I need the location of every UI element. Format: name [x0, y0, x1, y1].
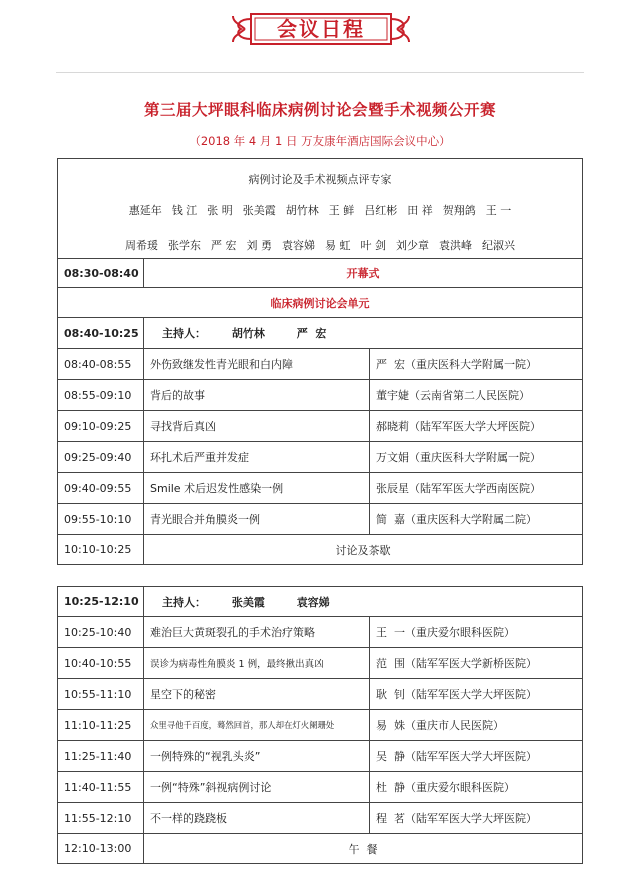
expert-name: 张 明: [207, 204, 233, 217]
expert-name: 王 一: [485, 204, 512, 217]
divider: [56, 72, 584, 73]
experts-row: [58, 159, 583, 259]
time-cell: 09:55-10:10: [58, 504, 144, 535]
speaker-cell: 董宇婕（云南省第二人民医院）: [370, 380, 583, 411]
time-cell: 10:40-10:55: [58, 648, 144, 679]
session-host: [144, 318, 583, 349]
topic-cell: Smile 术后迟发性感染一例: [144, 473, 370, 504]
topic-cell: 背后的故事: [144, 380, 370, 411]
time-cell: 08:55-09:10: [58, 380, 144, 411]
expert-name: 刘 勇: [246, 239, 272, 252]
table-row: [58, 349, 583, 380]
expert-name: 严 宏: [211, 239, 237, 252]
expert-name: 惠延年: [128, 204, 162, 217]
speaker-cell: 万文娟（重庆医科大学附属一院）: [370, 442, 583, 473]
topic-cell: 环扎术后严重并发症: [144, 442, 370, 473]
expert-name: 钱 江: [171, 204, 198, 217]
break-label: 讨论及茶歇: [144, 535, 583, 565]
table-row: [58, 504, 583, 535]
table-row: [58, 679, 583, 710]
expert-name: 贺翔鸽: [442, 204, 476, 217]
unit-title-row: [58, 288, 583, 318]
time-cell: 09:10-09:25: [58, 411, 144, 442]
lunch-label: 午 餐: [144, 834, 583, 864]
time-cell: 10:25-10:40: [58, 617, 144, 648]
host-label: 主持人：: [162, 327, 206, 340]
expert-name: 袁容娣: [282, 239, 315, 252]
expert-name: 吕红彬: [364, 204, 398, 217]
speaker-cell: 吴 静（陆军军医大学大坪医院）: [370, 741, 583, 772]
experts-panel: [58, 159, 583, 259]
time-cell: 11:40-11:55: [58, 772, 144, 803]
session-header-row: [58, 587, 583, 617]
speaker-cell: 范 围（陆军军医大学新桥医院）: [370, 648, 583, 679]
time-cell: 11:10-11:25: [58, 710, 144, 741]
topic-cell: 众里寻他千百度，蓦然回首，那人却在灯火阑珊处: [144, 710, 370, 741]
host-name: 严 宏: [296, 327, 327, 340]
topic-cell: 青光眼合并角膜炎一例: [144, 504, 370, 535]
time-cell: 11:25-11:40: [58, 741, 144, 772]
topic-cell: 星空下的秘密: [144, 679, 370, 710]
expert-name: 袁洪峰: [439, 239, 472, 252]
table-row: [58, 648, 583, 679]
page-subtitle: （2018 年 4 月 1 日 万友康年酒店国际会议中心）: [189, 134, 451, 148]
table-row: [58, 710, 583, 741]
speaker-cell: 程 茗（陆军军医大学大坪医院）: [370, 803, 583, 834]
table-row: [58, 380, 583, 411]
expert-name: 周希瑗: [125, 239, 158, 252]
expert-name: 张美霞: [242, 204, 276, 217]
opening-label: 开幕式: [144, 259, 583, 288]
banner-title: 会议日程: [277, 17, 365, 41]
session-time: 10:25-12:10: [58, 587, 144, 617]
speaker-cell: 张辰星（陆军军医大学西南医院）: [370, 473, 583, 504]
time-cell: 11:55-12:10: [58, 803, 144, 834]
time-cell: 09:40-09:55: [58, 473, 144, 504]
unit-title: 临床病例讨论会单元: [58, 288, 583, 318]
expert-name: 刘少章: [396, 239, 429, 252]
table-row: [58, 803, 583, 834]
header-banner: [231, 6, 411, 52]
lunch-row: [58, 834, 583, 864]
topic-cell: 寻找背后真凶: [144, 411, 370, 442]
speaker-cell: 耿 钊（陆军军医大学大坪医院）: [370, 679, 583, 710]
time-cell: 08:30-08:40: [58, 259, 144, 288]
table-row: [58, 442, 583, 473]
expert-list-row-2: [58, 237, 582, 253]
break-row: [58, 535, 583, 565]
expert-name: 易 虹: [325, 239, 351, 252]
schedule-table-morning-1: [57, 158, 583, 565]
session-host: [144, 587, 583, 617]
expert-list-row-1: [58, 202, 582, 218]
host-name: 张美霞: [231, 595, 265, 609]
speaker-cell: 简 嘉（重庆医科大学附属二院）: [370, 504, 583, 535]
host-name: 胡竹林: [231, 327, 265, 340]
topic-cell: 外伤致继发性青光眼和白内障: [144, 349, 370, 380]
time-cell: 10:55-11:10: [58, 679, 144, 710]
topic-cell: 一例特殊的“视乳头炎”: [144, 741, 370, 772]
expert-name: 纪淑兴: [482, 239, 515, 252]
expert-name: 王 鲜: [328, 204, 355, 217]
session-header-row: [58, 318, 583, 349]
table-row: [58, 772, 583, 803]
speaker-cell: 王 一（重庆爱尔眼科医院）: [370, 617, 583, 648]
schedule-table-morning-2: [57, 586, 583, 864]
experts-heading: 病例讨论及手术视频点评专家: [248, 173, 392, 186]
expert-name: 胡竹林: [285, 204, 319, 217]
topic-cell: 一例“特殊”斜视病例讨论: [144, 772, 370, 803]
expert-name: 张学东: [168, 239, 201, 252]
opening-row: [58, 259, 583, 288]
page-title: 第三届大坪眼科临床病例讨论会暨手术视频公开赛: [143, 101, 496, 119]
time-cell: 08:40-08:55: [58, 349, 144, 380]
host-label: 主持人：: [162, 595, 206, 609]
time-cell: 09:25-09:40: [58, 442, 144, 473]
time-cell: 10:10-10:25: [58, 535, 144, 565]
speaker-cell: 郝晓莉（陆军军医大学大坪医院）: [370, 411, 583, 442]
topic-cell: 不一样的跷跷板: [144, 803, 370, 834]
table-row: [58, 473, 583, 504]
table-row: [58, 411, 583, 442]
speaker-cell: 杜 静（重庆爱尔眼科医院）: [370, 772, 583, 803]
host-name: 袁容娣: [296, 595, 330, 609]
time-cell: 12:10-13:00: [58, 834, 144, 864]
speaker-cell: 严 宏（重庆医科大学附属一院）: [370, 349, 583, 380]
expert-name: 田 祥: [407, 204, 433, 217]
table-row: [58, 617, 583, 648]
speaker-cell: 易 姝（重庆市人民医院）: [370, 710, 583, 741]
topic-cell: 误诊为病毒性角膜炎 1 例，最终揪出真凶: [144, 648, 370, 679]
topic-cell: 难治巨大黄斑裂孔的手术治疗策略: [144, 617, 370, 648]
expert-name: 叶 剑: [360, 239, 386, 252]
table-row: [58, 741, 583, 772]
session-time: 08:40-10:25: [58, 318, 144, 349]
